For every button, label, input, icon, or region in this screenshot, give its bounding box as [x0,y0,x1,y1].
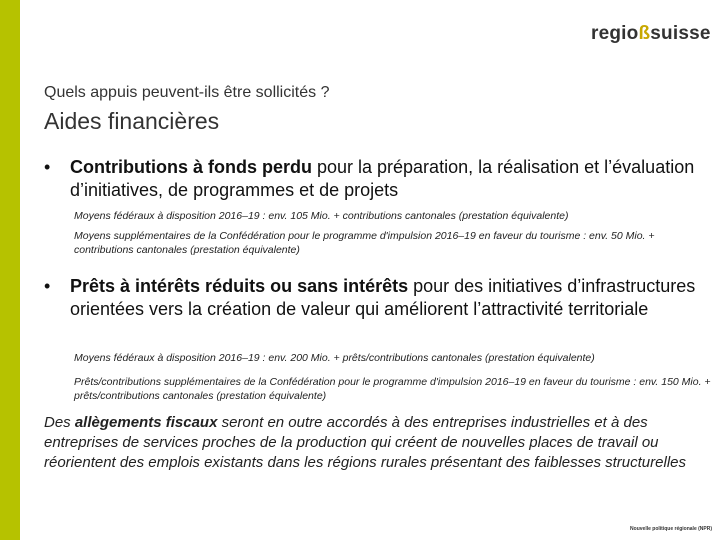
logo-swirl-icon: ß [638,23,651,44]
note-federal-loans: Moyens fédéraux à disposition 2016–19 : env. 200 Mio. + prêts/contributions cantonales (prestation équivalente) [74,352,595,364]
para-bold-text: allègements fiscaux [74,414,218,431]
bullet-dot-icon: • [44,157,51,177]
footer-label: Nouvelle politique régionale (NPR) [630,526,712,532]
tax-relief-paragraph [44,413,709,473]
bullet-bold-text: Contributions à fonds perdu [70,157,312,177]
logo-text-suisse: suisse [650,23,711,44]
bullet-text [70,275,710,321]
bullet-body-text: pour des initiatives d’infrastructures orientées vers la création de valeur qui améliorent l’attractivité territoriale [70,276,696,319]
note-tourism-loans: Prêts/contributions supplémentaires de la Confédération pour le programme d'impulsion 2016–19 en faveur du tourisme : env. 150 Mio. + prêts/contributions cantonales (prestation équivalente) [74,376,711,402]
bullet-body-text: pour la préparation, la réalisation et l’évaluation d’initiatives, de programmes et de projets [70,157,695,200]
note-federal-funds: Moyens fédéraux à disposition 2016–19 : env. 105 Mio. + contributions cantonales (prestation équivalente) [74,210,569,222]
page-title: Aides financières [44,108,220,134]
note-tourism-funds: Moyens supplémentaires de la Confédération pour le programme d'impulsion 2016–19 en faveur du tourisme : env. 50 Mio. + contributions cantonales (prestation équivalente) [74,230,655,256]
bullet-dot-icon: • [44,276,51,296]
regiosuisse-logo [591,23,711,45]
bullet-text [70,156,710,202]
para-lead-text: Des [44,414,75,431]
para-body-text: seront en outre accordés à des entreprises industrielles et à des entreprises de services proches de la production qui créent de nouvelles places de travail ou réorientent des emplois existants dans les régions rurales présentant des faiblesses structurelles [44,414,686,471]
accent-bar [0,0,20,540]
page-subtitle: Quels appuis peuvent-ils être sollicités ? [44,84,330,101]
bullet-bold-text: Prêts à intérêts réduits ou sans intérêts [70,276,409,296]
logo-text-regio: regio [591,23,639,44]
